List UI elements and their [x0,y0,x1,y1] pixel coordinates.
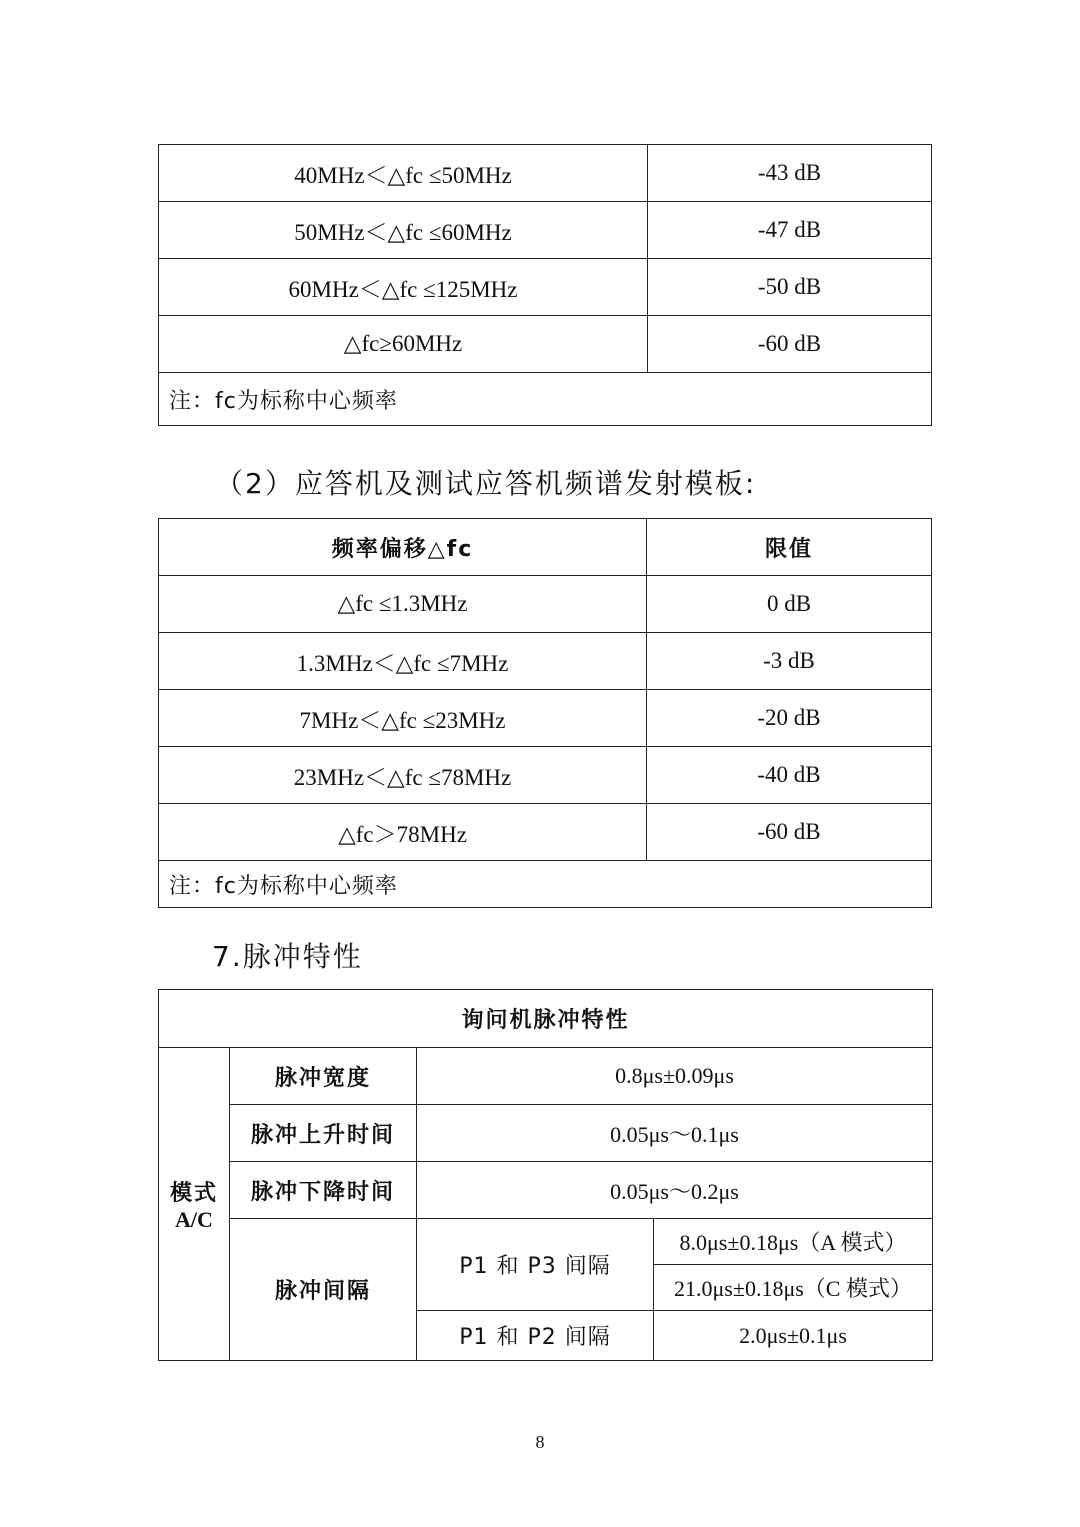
table-row [159,576,932,633]
p1-p3-spacing-label: P1 和 P3 间隔 [417,1219,654,1311]
range-cell: △fc ≤1.3MHz [159,576,647,633]
mode-label [159,1048,230,1361]
table-row [159,690,932,747]
limit-cell: -60 dB [648,316,932,373]
table-note-row [159,373,932,426]
range-cell: △fc≥60MHz [159,316,648,373]
pulse-spacing-label: 脉冲间隔 [230,1219,417,1361]
table-row [159,804,932,861]
range-cell: 60MHz＜△fc ≤125MHz [159,259,648,316]
section-heading-pulse: 7.脉冲特性 [212,940,363,973]
fall-time-value: 0.05μs～0.2μs [417,1162,933,1219]
fall-time-label: 脉冲下降时间 [230,1162,417,1219]
limit-cell: -60 dB [647,804,932,861]
spectrum-table-continued [158,144,932,426]
rise-time-label: 脉冲上升时间 [230,1105,417,1162]
p1-p2-value: 2.0μs±0.1μs [654,1311,933,1361]
limit-cell: 0 dB [647,576,932,633]
table-header-row [159,519,932,576]
transponder-spectrum-table [158,518,932,908]
limit-cell: -20 dB [647,690,932,747]
table-title-row [159,990,933,1048]
table-row [159,316,932,373]
limit-cell: -43 dB [648,145,932,202]
pulse-width-label: 脉冲宽度 [230,1048,417,1105]
table-row [159,1162,933,1219]
table-note-row [159,861,932,908]
table-row [159,1219,933,1265]
table-row [159,202,932,259]
range-cell: 50MHz＜△fc ≤60MHz [159,202,648,259]
table-note: 注：fc为标称中心频率 [159,861,932,908]
range-cell: △fc＞78MHz [159,804,647,861]
table-title: 询问机脉冲特性 [159,990,933,1048]
limit-cell: -47 dB [648,202,932,259]
table-row [159,747,932,804]
range-cell: 7MHz＜△fc ≤23MHz [159,690,647,747]
column-header-offset: 频率偏移△fc [159,519,647,576]
range-cell: 40MHz＜△fc ≤50MHz [159,145,648,202]
pulse-width-value: 0.8μs±0.09μs [417,1048,933,1105]
limit-cell: -3 dB [647,633,932,690]
table-note: 注：fc为标称中心频率 [159,373,932,426]
section-heading-transponder: （2）应答机及测试应答机频谱发射模板: [215,467,757,500]
table-row [159,633,932,690]
limit-cell: -40 dB [647,747,932,804]
range-cell: 1.3MHz＜△fc ≤7MHz [159,633,647,690]
p1-p3-mode-c-value: 21.0μs±0.18μs（C 模式） [654,1265,933,1311]
p1-p3-mode-a-value: 8.0μs±0.18μs（A 模式） [654,1219,933,1265]
table-row [159,145,932,202]
column-header-limit: 限值 [647,519,932,576]
table-row [159,259,932,316]
rise-time-value: 0.05μs～0.1μs [417,1105,933,1162]
range-cell: 23MHz＜△fc ≤78MHz [159,747,647,804]
table-row [159,1048,933,1105]
interrogator-pulse-table [158,989,933,1361]
page-number: 8 [535,1432,545,1452]
p1-p2-spacing-label: P1 和 P2 间隔 [417,1311,654,1361]
mode-label-line1: 模式 [169,1180,218,1206]
limit-cell: -50 dB [648,259,932,316]
table-row [159,1105,933,1162]
mode-label-line2: A/C [175,1206,213,1232]
